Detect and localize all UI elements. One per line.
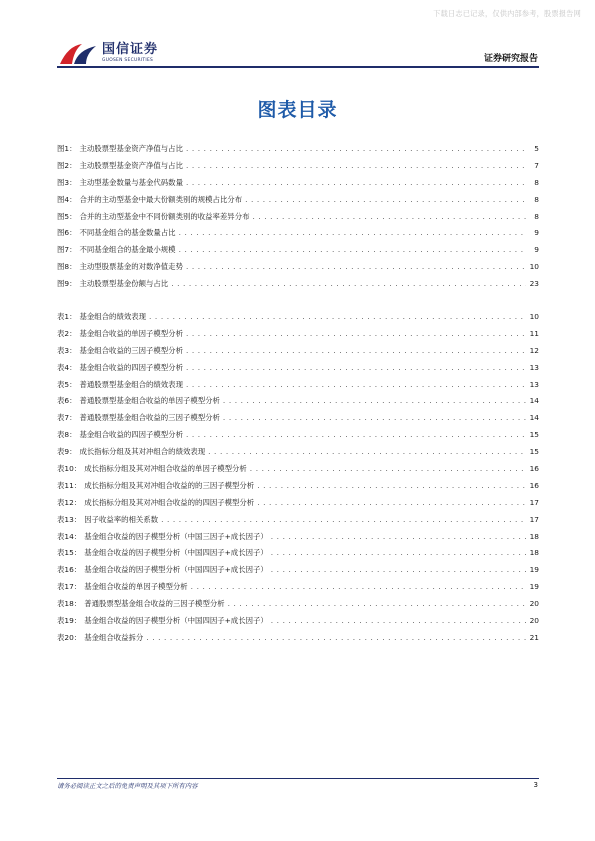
toc-entry-label: 表13： <box>57 514 82 524</box>
toc-entry-title: 主动股票型基金资产净值与占比 <box>79 160 183 170</box>
toc-entry-page: 13 <box>529 379 539 389</box>
toc-dot-leader <box>149 309 526 326</box>
table-toc-entry[interactable] <box>57 309 539 326</box>
toc-entry-label: 图5： <box>57 211 77 221</box>
table-toc-entry[interactable] <box>57 545 539 562</box>
toc-entry-title: 基金组合收益的四因子模型分析 <box>79 430 183 440</box>
toc-entry-title: 不同基金组合的基金最小规模 <box>79 245 176 255</box>
toc-dot-leader <box>228 596 526 613</box>
toc-entry-label: 表9： <box>57 447 77 457</box>
toc-entry-page: 12 <box>529 345 539 355</box>
toc-dot-leader <box>186 343 526 360</box>
toc-entry-page: 15 <box>529 447 539 457</box>
toc-dot-leader <box>179 242 526 259</box>
toc-dot-leader <box>179 225 526 242</box>
toc-dot-leader <box>257 495 526 512</box>
figure-toc-entry[interactable] <box>57 242 539 259</box>
toc-entry-title: 成长指标分组及其对冲组合收益的单因子模型分析 <box>84 464 247 474</box>
toc-entry-title: 普通股票型基金组合收益的单因子模型分析 <box>79 396 220 406</box>
toc-entry-page: 17 <box>529 497 539 507</box>
logo-english-name: GUOSEN SECURITIES <box>102 58 154 63</box>
toc-dot-leader <box>250 461 526 478</box>
toc-entry-label: 表8： <box>57 430 77 440</box>
toc-dot-leader <box>171 276 526 293</box>
toc-entry-page: 7 <box>534 160 539 170</box>
toc-entry-title: 普通股票型基金组合收益的三因子模型分析 <box>79 413 220 423</box>
table-list <box>57 309 539 647</box>
toc-dot-leader <box>257 478 526 495</box>
toc-dot-leader <box>186 141 526 158</box>
toc-entry-page: 19 <box>529 582 539 592</box>
figure-toc-entry[interactable] <box>57 209 539 226</box>
toc-entry-label: 表19： <box>57 616 82 626</box>
toc-entry-page: 19 <box>529 565 539 575</box>
toc-entry-page: 23 <box>529 279 539 289</box>
toc-dot-leader <box>223 393 526 410</box>
toc-entry-title: 基金组合收益的四因子模型分析 <box>79 362 183 372</box>
toc-entry-title: 基金组合收益的单因子模型分析 <box>79 328 183 338</box>
company-logo <box>58 40 158 66</box>
toc-entry-title: 因子收益率的相关系数 <box>84 514 159 524</box>
toc-entry-title: 基金组合收益的单因子模型分析 <box>84 582 188 592</box>
toc-entry-page: 10 <box>529 262 539 272</box>
toc-entry-label: 表1： <box>57 312 77 321</box>
toc-entry-label: 表12： <box>57 497 82 507</box>
toc-entry-title: 基金组合收益的因子模型分析（中国四因子+成长因子） <box>84 548 268 558</box>
figure-toc-entry[interactable] <box>57 259 539 276</box>
toc-entry-title: 基金组合收益的因子模型分析（中国四因子+成长因子） <box>84 565 268 575</box>
table-toc-entry[interactable] <box>57 393 539 410</box>
toc-entry-page: 10 <box>529 312 539 321</box>
toc-entry-title: 主动型股票基金的对数净值走势 <box>79 262 183 272</box>
figure-toc-entry[interactable] <box>57 141 539 158</box>
header-divider <box>57 66 539 68</box>
table-toc-entry[interactable] <box>57 427 539 444</box>
toc-entry-title: 合并的主动型基金中不同份额类别的收益率差异分布 <box>79 211 250 221</box>
toc-dot-leader <box>208 444 526 461</box>
toc-entry-label: 表7： <box>57 413 77 423</box>
toc-entry-label: 表14： <box>57 531 82 541</box>
toc-entry-page: 16 <box>529 464 539 474</box>
toc-entry-page: 17 <box>529 514 539 524</box>
toc-entry-label: 表18： <box>57 599 82 609</box>
toc-entry-title: 主动型基金数量与基金代码数量 <box>79 177 183 187</box>
table-toc-entry[interactable] <box>57 579 539 596</box>
toc-entry-page: 8 <box>534 177 539 187</box>
toc-entry-page: 15 <box>529 430 539 440</box>
table-toc-entry[interactable] <box>57 461 539 478</box>
table-toc-entry[interactable] <box>57 410 539 427</box>
table-toc-entry[interactable] <box>57 596 539 613</box>
toc-entry-page: 5 <box>534 144 539 153</box>
toc-entry-page: 18 <box>529 531 539 541</box>
toc-entry-label: 表20： <box>57 632 82 642</box>
toc-dot-leader <box>161 512 526 529</box>
toc-entry-label: 表11： <box>57 480 82 490</box>
toc-entry-label: 表5： <box>57 379 77 389</box>
toc-entry-title: 主动股票型基金资产净值与占比 <box>79 144 183 153</box>
toc-entry-page: 16 <box>529 480 539 490</box>
toc-entry-title: 基金组合收益的三因子模型分析 <box>79 345 183 355</box>
toc-entry-page: 20 <box>529 599 539 609</box>
table-toc-entry[interactable] <box>57 512 539 529</box>
toc-entry-label: 图6： <box>57 228 77 238</box>
toc-entry-title: 基金组合收益的因子模型分析（中国三因子+成长因子） <box>84 531 268 541</box>
toc-entry-title: 成长指标分组及其对冲组合收益的的三因子模型分析 <box>84 480 255 490</box>
toc-entry-label: 图7： <box>57 245 77 255</box>
toc-entry-page: 8 <box>534 194 539 204</box>
footer-disclaimer: 请务必阅读正文之后的免责声明及其项下所有内容 <box>57 782 198 790</box>
toc-entry-label: 表16： <box>57 565 82 575</box>
toc-entry-title: 不同基金组合的基金数量占比 <box>79 228 176 238</box>
toc-entry-label: 图9： <box>57 279 77 289</box>
toc-dot-leader <box>245 192 526 209</box>
toc-entry-label: 表15： <box>57 548 82 558</box>
footer-divider <box>57 778 539 779</box>
table-toc-entry[interactable] <box>57 562 539 579</box>
toc-entry-label: 表17： <box>57 582 82 592</box>
toc-entry-page: 9 <box>534 245 539 255</box>
toc-dot-leader <box>186 427 526 444</box>
toc-entry-page: 20 <box>529 616 539 626</box>
toc-entry-page: 21 <box>529 632 539 642</box>
toc-entry-label: 表3： <box>57 345 77 355</box>
toc-dot-leader <box>186 360 526 377</box>
toc-entry-label: 图1： <box>57 144 77 153</box>
toc-entry-label: 表6： <box>57 396 77 406</box>
toc-entry-page: 13 <box>529 362 539 372</box>
toc-entry-title: 基金组合的绩效表现 <box>79 312 147 321</box>
toc-dot-leader <box>191 579 526 596</box>
toc-entry-page: 9 <box>534 228 539 238</box>
toc-dot-leader <box>186 377 526 394</box>
table-toc-entry[interactable] <box>57 495 539 512</box>
figure-toc-entry[interactable] <box>57 175 539 192</box>
logo-chinese-name: 国信证券 <box>102 42 159 57</box>
figure-toc-entry[interactable] <box>57 158 539 175</box>
toc-entry-page: 11 <box>529 328 539 338</box>
guosen-logo-icon <box>58 40 98 66</box>
toc-entry-title: 主动股票型基金份额与占比 <box>79 279 169 289</box>
table-toc-entry[interactable] <box>57 478 539 495</box>
figure-toc-entry[interactable] <box>57 225 539 242</box>
toc-entry-label: 图4： <box>57 194 77 204</box>
page-title: 图表目录 <box>257 99 338 121</box>
toc-entry-page: 18 <box>529 548 539 558</box>
toc-entry-label: 表10： <box>57 464 82 474</box>
toc-dot-leader <box>186 326 526 343</box>
table-toc-entry[interactable] <box>57 343 539 360</box>
toc-dot-leader <box>271 613 526 630</box>
toc-dot-leader <box>223 410 526 427</box>
toc-dot-leader <box>271 545 526 562</box>
figure-list <box>57 141 539 293</box>
report-type-label: 证券研究报告 <box>483 54 538 64</box>
toc-entry-title: 普通股票型基金组合收益的三因子模型分析 <box>84 599 225 609</box>
toc-entry-title: 合并的主动型基金中最大份额类别的规模占比分布 <box>79 194 243 204</box>
toc-entry-page: 14 <box>529 396 539 406</box>
table-toc-entry[interactable] <box>57 360 539 377</box>
toc-dot-leader <box>186 259 526 276</box>
toc-dot-leader <box>271 529 526 546</box>
toc-dot-leader <box>186 158 526 175</box>
watermark-text: 下载日志已记录，仅供内部参考，股票报告网 <box>433 9 581 18</box>
toc-entry-label: 图2： <box>57 160 77 170</box>
toc-entry-title: 成长指标分组及其对冲组合收益的的四因子模型分析 <box>84 497 255 507</box>
table-toc-entry[interactable] <box>57 377 539 394</box>
table-toc-entry[interactable] <box>57 444 539 461</box>
toc-entry-title: 成长指标分组及其对冲组合的绩效表现 <box>79 447 206 457</box>
toc-dot-leader <box>186 175 526 192</box>
toc-entry-title: 普通股票型基金组合的绩效表现 <box>79 379 183 389</box>
toc-dot-leader <box>252 209 526 226</box>
toc-entry-page: 8 <box>534 211 539 221</box>
toc-entry-label: 图8： <box>57 262 77 272</box>
figure-toc-entry[interactable] <box>57 276 539 293</box>
table-toc-entry[interactable] <box>57 613 539 630</box>
table-toc-entry[interactable] <box>57 529 539 546</box>
toc-entry-title: 基金组合收益拆分 <box>84 632 144 642</box>
page-number: 3 <box>533 781 538 789</box>
toc-dot-leader <box>271 562 526 579</box>
toc-entry-label: 表2： <box>57 328 77 338</box>
table-toc-entry[interactable] <box>57 326 539 343</box>
toc-entry-title: 基金组合收益的因子模型分析（中国四因子+成长因子） <box>84 616 268 626</box>
toc-entry-page: 14 <box>529 413 539 423</box>
toc-dot-leader <box>146 630 526 647</box>
toc-entry-label: 表4： <box>57 362 77 372</box>
table-toc-entry[interactable] <box>57 630 539 647</box>
figure-toc-entry[interactable] <box>57 192 539 209</box>
toc-entry-label: 图3： <box>57 177 77 187</box>
